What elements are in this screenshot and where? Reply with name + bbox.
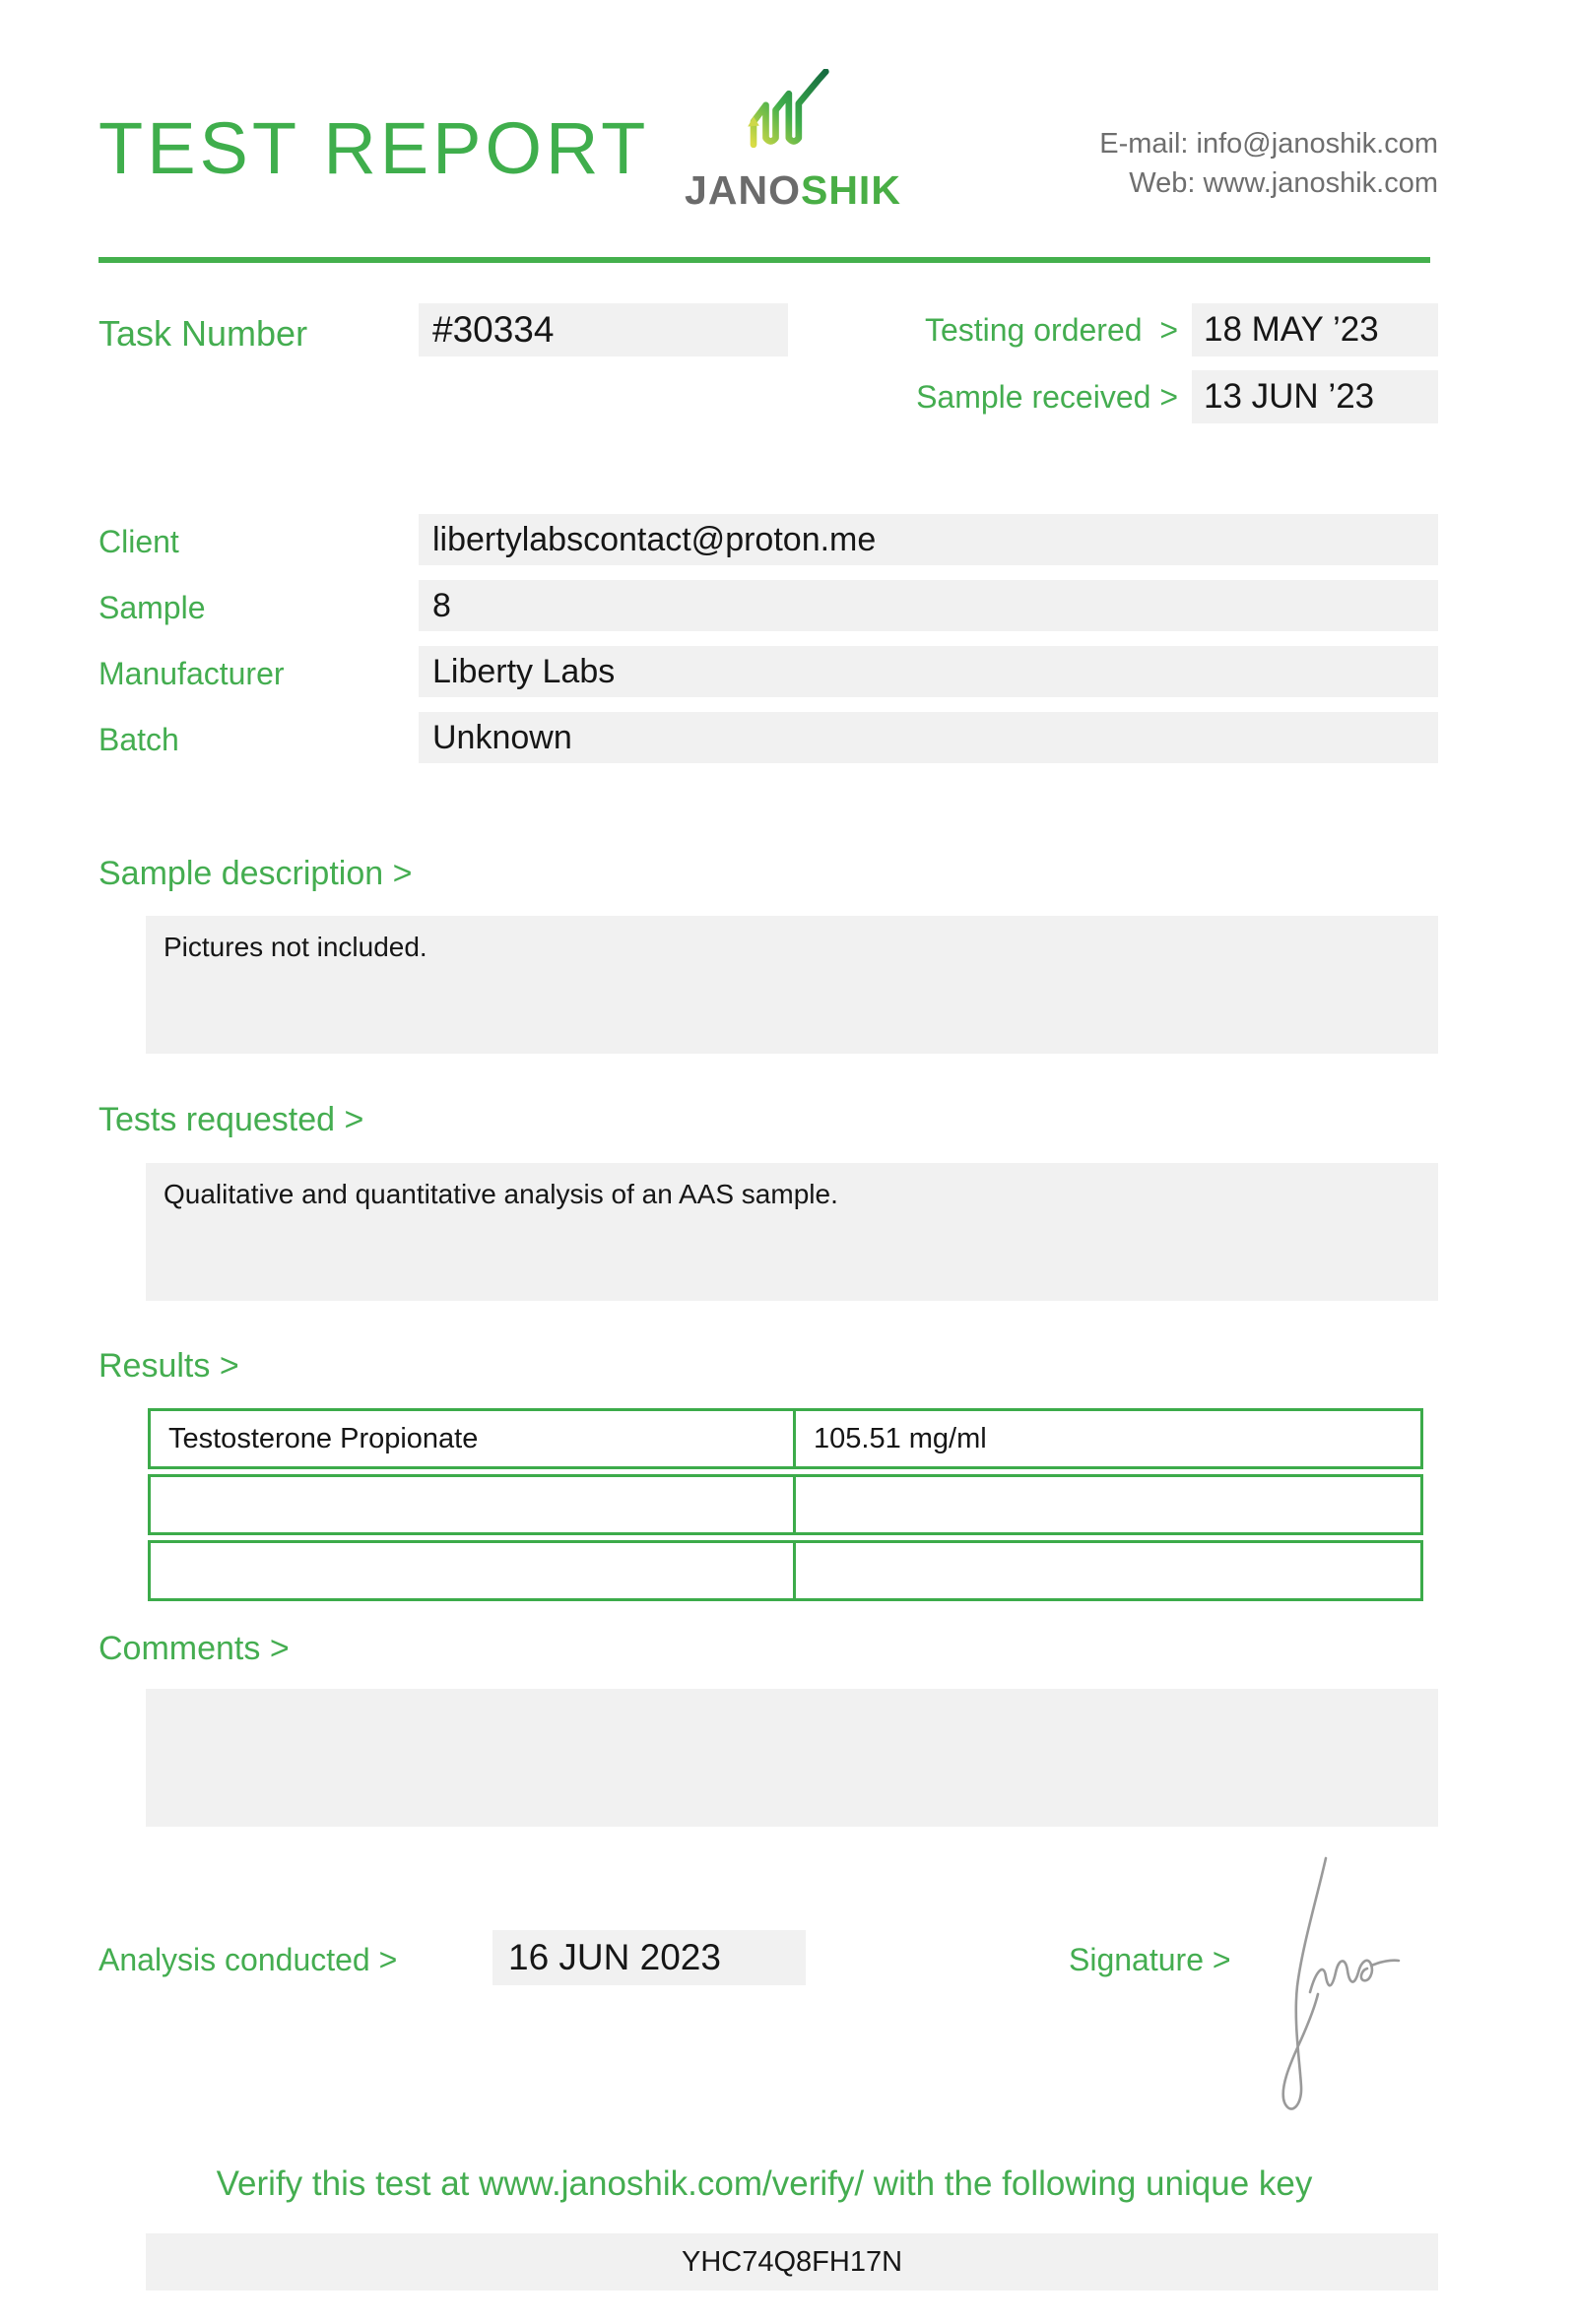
logo-text-secondary: SHIK [800,167,901,213]
table-row [148,1540,1423,1601]
results-table [148,1408,1423,1606]
page-title: TEST REPORT [98,107,650,189]
result-cell [796,1477,1420,1532]
manufacturer-value: Liberty Labs [419,646,1438,697]
batch-value: Unknown [419,712,1438,763]
header-divider [98,257,1430,263]
chevron-right-icon: > [1159,378,1178,415]
sample-description-heading: Sample description > [98,855,413,892]
testing-ordered-row [886,303,1438,356]
contact-web: Web: www.janoshik.com [1129,167,1438,199]
comments-heading: Comments > [98,1630,290,1667]
tests-requested-box: Qualitative and quantitative analysis of an AAS sample. [146,1163,1438,1301]
analysis-conducted-label: Analysis conducted > [98,1942,398,1977]
verify-key: YHC74Q8FH17N [146,2233,1438,2291]
sample-received-row [886,370,1438,423]
sample-received-label: Sample received > [916,378,1178,415]
testing-ordered-value: 18 MAY ’23 [1192,303,1438,356]
logo-chart-icon [744,69,842,160]
sample-label: Sample [98,590,206,625]
sample-received-value: 13 JUN ’23 [1192,370,1438,423]
task-number-label: Task Number [98,313,308,354]
analyte-cell [151,1477,796,1532]
batch-label: Batch [98,722,179,757]
tests-requested-heading: Tests requested > [98,1101,364,1138]
analyte-cell [151,1543,796,1598]
logo-wordmark [680,167,906,214]
sample-value: 8 [419,580,1438,631]
table-row [148,1408,1423,1469]
table-row [148,1474,1423,1535]
result-cell: 105.51 mg/ml [814,1422,987,1454]
signature-image [1271,1837,1438,2152]
brand-logo [680,69,906,214]
results-heading: Results > [98,1347,239,1385]
analysis-conducted-value: 16 JUN 2023 [492,1930,806,1985]
contact-block [985,124,1438,203]
sample-description-box: Pictures not included. [146,916,1438,1054]
testing-ordered-label: Testing ordered > [924,311,1178,348]
manufacturer-label: Manufacturer [98,656,285,691]
logo-text-primary: JANO [685,167,801,213]
client-value: libertylabscontact@proton.me [419,514,1438,565]
client-label: Client [98,524,179,559]
result-cell [796,1543,1420,1598]
comments-box [146,1689,1438,1827]
analyte-cell: Testosterone Propionate [151,1411,796,1466]
signature-label: Signature > [1069,1942,1231,1977]
verify-text: Verify this test at www.janoshik.com/verify/ with the following unique key [216,2164,1313,2203]
contact-email: E-mail: info@janoshik.com [1099,128,1438,160]
chevron-right-icon: > [1159,311,1178,348]
task-number-value: #30334 [419,303,788,356]
